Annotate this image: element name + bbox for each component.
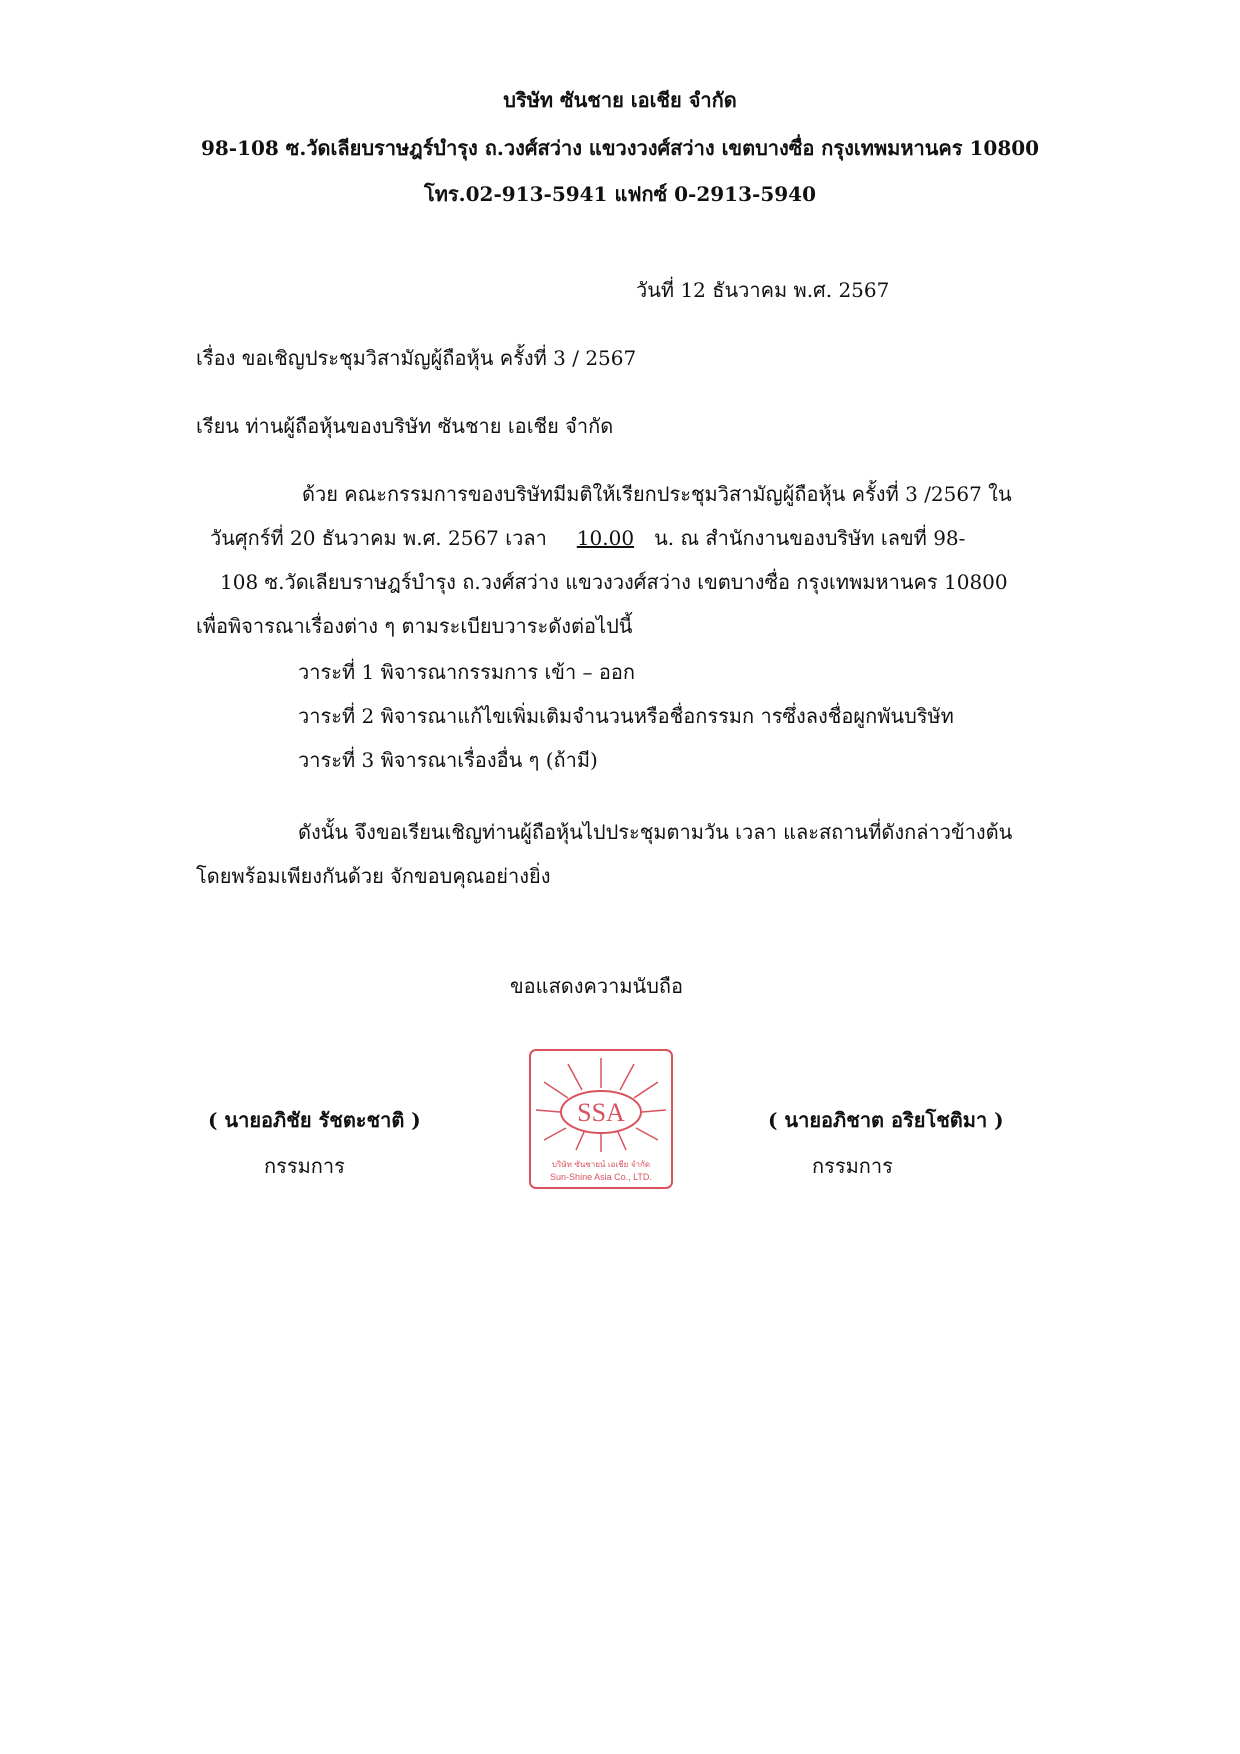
meeting-time: 10.00 xyxy=(576,526,635,550)
agenda-item-1: วาระที่ 1 พิจารณากรรมการ เข้า – ออก xyxy=(298,660,636,684)
para1-line4: เพื่อพิจารณาเรื่องต่าง ๆ ตามระเบียบวาระดังต่อไปนี้ xyxy=(196,614,633,638)
para1-line1: ด้วย คณะกรรมการของบริษัทมีมติให้เรียกประชุมวิสามัญผู้ถือหุ้น ครั้งที่ 3 /2567 ใน xyxy=(302,482,1012,506)
para1-line2 xyxy=(210,522,965,554)
company-name: บริษัท ซันชาย เอเชีย จำกัด xyxy=(503,88,737,112)
agenda-item-3: วาระที่ 3 พิจารณาเรื่องอื่น ๆ (ถ้ามี) xyxy=(298,748,598,772)
company-address: 98-108 ซ.วัดเลียบราษฎร์บำรุง ถ.วงศ์สว่าง แขวงวงศ์สว่าง เขตบางซื่อ กรุงเทพมหานคร 10800 xyxy=(200,136,1040,160)
stamp-graphic xyxy=(528,1048,674,1190)
company-contact: โทร.02-913-5941 แฟกซ์ 0-2913-5940 xyxy=(424,182,816,206)
agenda-item-2: วาระที่ 2 พิจารณาแก้ไขเพิ่มเติมจำนวนหรือชื่อกรรมก ารซึ่งลงชื่อผูกพันบริษัท xyxy=(298,704,954,728)
para1-line2-post: น. ณ สำนักงานของบริษัท เลขที่ 98- xyxy=(654,526,966,550)
closing-line2: โดยพร้อมเพียงกันด้วย จักขอบคุณอย่างยิ่ง xyxy=(196,864,551,888)
letter-date: วันที่ 12 ธันวาคม พ.ศ. 2567 xyxy=(636,278,890,302)
stamp-english-name: Sun-Shine Asia Co., LTD. xyxy=(550,1172,652,1182)
para1-line3: 108 ซ.วัดเลียบราษฎร์บำรุง ถ.วงศ์สว่าง แขวงวงศ์สว่าง เขตบางซื่อ กรุงเทพมหานคร 10800 xyxy=(220,570,1008,594)
closing-line1: ดังนั้น จึงขอเรียนเชิญท่านผู้ถือหุ้นไปประชุมตามวัน เวลา และสถานที่ดังกล่าวข้างต้น xyxy=(298,820,1013,844)
para1-line2-pre: วันศุกร์ที่ 20 ธันวาคม พ.ศ. 2567 เวลา xyxy=(210,526,547,550)
letter-recipient: เรียน ท่านผู้ถือหุ้นของบริษัท ซันชาย เอเชีย จำกัด xyxy=(196,414,614,438)
letter-subject: เรื่อง ขอเชิญประชุมวิสามัญผู้ถือหุ้น ครั้งที่ 3 / 2567 xyxy=(196,346,637,370)
stamp-logo-text: SSA xyxy=(577,1098,625,1127)
signatory-2-title: กรรมการ xyxy=(812,1154,893,1178)
company-stamp xyxy=(528,1048,674,1190)
regards: ขอแสดงความนับถือ xyxy=(510,974,684,998)
signatory-2-name: ( นายอภิชาต อริยโชติมา ) xyxy=(768,1108,1004,1132)
stamp-thai-name: บริษัท ซันชายน์ เอเชีย จำกัด xyxy=(551,1160,651,1169)
signatory-1-title: กรรมการ xyxy=(264,1154,345,1178)
signatory-1-name: ( นายอภิชัย รัชตะชาติ ) xyxy=(208,1108,421,1132)
